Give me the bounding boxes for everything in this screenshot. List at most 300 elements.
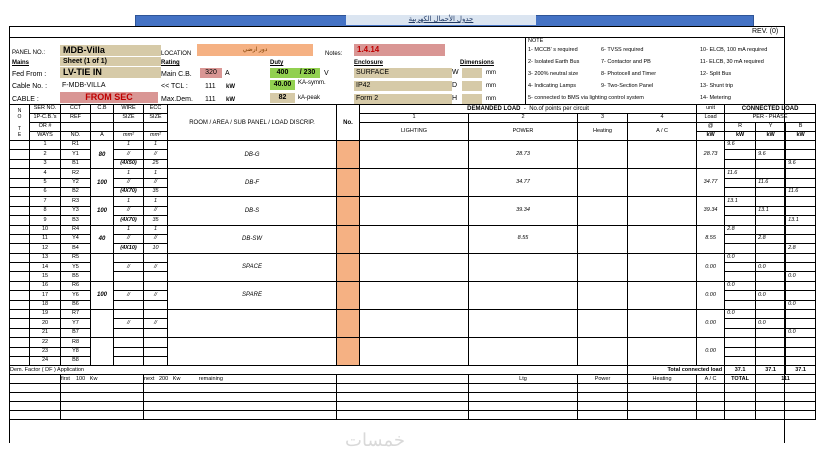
blank-cell <box>337 384 469 393</box>
cable-label: CABLE : <box>12 96 39 103</box>
ser-no-cell: 18 <box>30 300 61 309</box>
blank-cell <box>628 411 697 420</box>
blank-cell <box>337 375 469 384</box>
note-10: 10- ELCB, 100 mA required <box>700 47 768 53</box>
table-row <box>10 197 816 206</box>
voltage-value-2: / 230 <box>295 68 320 78</box>
unit-load-cell: 0.00 <box>697 253 725 281</box>
ref-cell: R3 <box>61 197 91 206</box>
ecc-cell: 35 <box>144 216 168 225</box>
ser-no-cell: 19 <box>30 310 61 319</box>
ser-no-cell: 13 <box>30 253 61 262</box>
phase-y-cell <box>756 216 786 225</box>
notes-value: 1.4.14 <box>354 44 445 56</box>
dim-h-unit: mm <box>486 96 496 102</box>
blank-cell <box>337 411 469 420</box>
blank-cell <box>469 384 578 393</box>
wire-cell: // <box>114 291 144 300</box>
enclosure-1: SURFACE <box>354 68 452 78</box>
heating-cell <box>578 197 628 225</box>
power-cell: 39.34 <box>469 197 578 225</box>
blank-cell <box>91 114 114 123</box>
total-connected-unit: 37.1 <box>725 366 756 375</box>
ref-cell: B5 <box>61 272 91 281</box>
note-cell <box>10 197 30 206</box>
maxdem-value: 111 <box>205 96 216 103</box>
load-description: DB-G <box>168 141 337 169</box>
panel-no-label: PANEL NO.: <box>12 50 46 56</box>
no-col-header: No. <box>337 105 360 141</box>
blank-cell <box>725 411 756 420</box>
phase-b-cell <box>786 178 816 187</box>
ref-header: REF <box>61 114 91 123</box>
lighting-cell <box>360 281 469 309</box>
unit-header: unit <box>697 105 725 114</box>
table-row <box>10 338 816 347</box>
note-cell <box>10 291 30 300</box>
phase-y-cell: 2.8 <box>756 234 786 243</box>
power-cell: 28.73 <box>469 141 578 169</box>
phase-r-cell <box>725 244 756 253</box>
blank-cell <box>10 411 61 420</box>
blank-cell <box>578 402 628 411</box>
next-label: next <box>144 375 155 382</box>
ac-cell <box>628 253 697 281</box>
ecc-cell: 1 <box>144 225 168 234</box>
heating-header: Heating <box>578 123 628 141</box>
ser-no-cell: 16 <box>30 281 61 290</box>
phase-y-cell <box>756 310 786 319</box>
phase-r-cell <box>725 291 756 300</box>
wire-cell <box>114 356 144 365</box>
first-block <box>61 375 144 384</box>
ecc-cell: 10 <box>144 244 168 253</box>
phase-b-cell <box>786 234 816 243</box>
power-cell: 34.77 <box>469 169 578 197</box>
frame-top <box>9 26 785 27</box>
wire-cell <box>114 272 144 281</box>
note-12: 12- Split Bus <box>700 71 732 77</box>
note-cell <box>10 281 30 290</box>
ref-cell: R2 <box>61 169 91 178</box>
blank-cell <box>144 123 168 132</box>
note-cell <box>10 356 30 365</box>
note-cell <box>10 234 30 243</box>
phase-r-cell <box>725 187 756 196</box>
ecc-cell <box>144 300 168 309</box>
ac-cell <box>628 169 697 197</box>
blank-cell <box>144 411 337 420</box>
lighting-cell <box>360 197 469 225</box>
ref-cell: R6 <box>61 281 91 290</box>
wire-cell: (4X50) <box>114 159 144 168</box>
note-cell <box>10 141 30 150</box>
blank-cell <box>697 384 725 393</box>
phase-r-cell: 0.0 <box>725 253 756 262</box>
blank-cell <box>61 402 144 411</box>
lighting-header: LIGHTING <box>360 123 469 141</box>
lighting-cell <box>360 169 469 197</box>
sheet-title: جدول الأحمال الكهربية <box>346 15 536 25</box>
ecc-header: ECC <box>144 105 168 114</box>
phase-b-cell <box>786 141 816 150</box>
ser-no-cell: 10 <box>30 225 61 234</box>
note-cell <box>10 319 30 328</box>
phase-r-cell: 2.8 <box>725 225 756 234</box>
kw-header: kW <box>697 132 725 141</box>
ecc-cell <box>144 338 168 347</box>
ref-cell: B7 <box>61 328 91 337</box>
dim-w-box <box>462 68 482 78</box>
phase-r-cell <box>725 178 756 187</box>
phase-y-cell <box>756 169 786 178</box>
note-cell <box>10 178 30 187</box>
note-cell <box>10 328 30 337</box>
voltage-unit: V <box>324 70 329 77</box>
blank-cell <box>337 393 469 402</box>
ecc-cell <box>144 310 168 319</box>
note-cell <box>10 300 30 309</box>
cb-cell: 100 <box>91 169 114 197</box>
phase-b-cell <box>786 347 816 356</box>
mains-label: Mains <box>12 60 30 66</box>
heating-cell <box>578 281 628 309</box>
ser-no-cell: 5 <box>30 178 61 187</box>
phase-b-cell <box>786 356 816 365</box>
wire-cell <box>114 310 144 319</box>
blank-cell <box>337 402 469 411</box>
ref-cell: Y7 <box>61 319 91 328</box>
wire-cell: 1 <box>114 141 144 150</box>
ecc-cell <box>144 347 168 356</box>
panel-no-value: MDB-Villa <box>60 45 161 56</box>
next-block <box>144 375 337 384</box>
ser-no-cell: 15 <box>30 272 61 281</box>
blank-cell <box>144 393 337 402</box>
kw-y-header: kW <box>756 132 786 141</box>
ref-cell: R4 <box>61 225 91 234</box>
blank-cell <box>756 402 816 411</box>
ecc-cell <box>144 281 168 290</box>
kw-b-header: kW <box>786 132 816 141</box>
ac-header: A / C <box>628 123 697 141</box>
phase-r-cell <box>725 216 756 225</box>
phase-r-cell: 11.6 <box>725 169 756 178</box>
point-4-header: 4 <box>628 114 697 123</box>
phase-b-cell <box>786 310 816 319</box>
unit-load-cell: 0.00 <box>697 338 725 366</box>
lighting-cell <box>360 141 469 169</box>
point-1-header: 1 <box>360 114 469 123</box>
blank-cell <box>756 411 816 420</box>
note-13: 13- Shunt trip <box>700 83 734 89</box>
first-unit: Kw <box>89 375 98 382</box>
total-connected-label: Total connected load <box>628 366 725 375</box>
phase-b-cell <box>786 291 816 300</box>
cable-value: FROM SEC <box>60 92 158 103</box>
cb-cell: 100 <box>91 281 114 309</box>
note-col-header: N O T E <box>10 105 30 141</box>
y-header: Y <box>756 123 786 132</box>
phase-b-cell: 0.0 <box>786 272 816 281</box>
blank-cell <box>578 411 628 420</box>
blank-cell <box>10 402 61 411</box>
wire-header: WIRE <box>114 105 144 114</box>
ways-header: WAYS <box>30 132 61 141</box>
phase-r-cell <box>725 328 756 337</box>
note-14: 14- Metering <box>700 95 731 101</box>
ser-no-cell: 22 <box>30 338 61 347</box>
blank-cell <box>725 402 756 411</box>
power-cell: 8.55 <box>469 225 578 253</box>
phase-b-cell <box>786 206 816 215</box>
blank-row <box>10 411 816 420</box>
phase-b-cell <box>786 197 816 206</box>
note-cell <box>10 253 30 262</box>
blank-cell <box>469 402 578 411</box>
phase-b-cell <box>786 338 816 347</box>
cb-cell <box>91 338 114 366</box>
power-header: POWER <box>469 123 578 141</box>
unit-load-cell: 39.34 <box>697 197 725 225</box>
load-description <box>168 338 337 366</box>
wire-cell: // <box>114 206 144 215</box>
note-cell <box>10 272 30 281</box>
phase-b-cell <box>786 150 816 159</box>
ref-cell: R1 <box>61 141 91 150</box>
main-cb-label: Main C.B. <box>161 71 192 78</box>
ser-no-cell: 2 <box>30 150 61 159</box>
notes-title: NOTE <box>528 38 544 44</box>
ref-cell: B8 <box>61 356 91 365</box>
no-cell <box>337 310 360 338</box>
wire-cell: (4X10) <box>114 244 144 253</box>
load-schedule-table <box>9 104 816 420</box>
wire-cell: (4X70) <box>114 187 144 196</box>
or-header: OR # <box>30 123 61 132</box>
note-11: 11- ELCB, 30 mA required <box>700 59 764 65</box>
phase-r-cell <box>725 234 756 243</box>
ref-cell: B3 <box>61 216 91 225</box>
phase-r-cell <box>725 338 756 347</box>
ref-cell: Y6 <box>61 291 91 300</box>
load-description: SPARE <box>168 281 337 309</box>
ser-no-cell: 20 <box>30 319 61 328</box>
phase-y-cell: 9.6 <box>756 150 786 159</box>
no-cell <box>337 253 360 281</box>
next-unit: Kw <box>172 375 181 382</box>
blank-cell <box>725 384 756 393</box>
power-cell <box>469 338 578 366</box>
note-cell <box>10 310 30 319</box>
wire-cell <box>114 253 144 262</box>
ac-label: A / C <box>697 375 725 384</box>
unit-load-cell: 8.55 <box>697 225 725 253</box>
ser-no-cell: 7 <box>30 197 61 206</box>
total-connected-r: 37.1 <box>756 366 786 375</box>
phase-b-cell <box>786 263 816 272</box>
wire-cell <box>114 347 144 356</box>
load-description: DB-S <box>168 197 337 225</box>
phase-r-cell: 13.1 <box>725 197 756 206</box>
phase-b-cell: 2.8 <box>786 244 816 253</box>
ac-cell <box>628 225 697 253</box>
duty-label: Duty <box>270 60 284 66</box>
phase-b-cell: 13.1 <box>786 216 816 225</box>
ac-cell <box>628 310 697 338</box>
mains-value: Sheet (1 of 1) <box>60 57 161 66</box>
no-cell <box>337 169 360 197</box>
blank-cell <box>10 375 61 384</box>
wire-cell: 1 <box>114 169 144 178</box>
load-header: Load <box>697 114 725 123</box>
ecc-cell: // <box>144 234 168 243</box>
blank-row <box>10 393 816 402</box>
note-cell <box>10 225 30 234</box>
cb-cell: 80 <box>91 141 114 169</box>
note-cell <box>10 347 30 356</box>
ecc-unit-header: mm² <box>144 132 168 141</box>
blank-cell <box>61 123 91 132</box>
location-value: دور ارضي <box>197 44 313 56</box>
note-8: 8- Photocell and Timer <box>601 71 657 77</box>
demanded-title: DEMANDED LOAD <box>467 106 521 112</box>
phase-b-cell <box>786 319 816 328</box>
note-3: 3- 200% neutral size <box>528 71 579 77</box>
phase-r-cell <box>725 263 756 272</box>
cb-ph-header: 1P-C.B.'s <box>30 114 61 123</box>
note-cell <box>10 169 30 178</box>
blank-cell <box>756 384 816 393</box>
blank-cell <box>697 402 725 411</box>
phase-y-cell <box>756 300 786 309</box>
cct-header: CCT <box>61 105 91 114</box>
ka-peak-value: 82 <box>270 93 295 103</box>
phase-y-cell <box>756 187 786 196</box>
phase-r-cell <box>725 272 756 281</box>
table-row <box>10 169 816 178</box>
wire-size-header: SIZE <box>114 114 144 123</box>
note-cell <box>10 338 30 347</box>
main-cb-unit: A <box>225 70 230 77</box>
power-label: Power <box>578 375 628 384</box>
phase-r-cell <box>725 300 756 309</box>
table-row <box>10 310 816 319</box>
notes-divider <box>525 37 526 104</box>
note-cell <box>10 263 30 272</box>
blank-cell <box>578 393 628 402</box>
blank-cell <box>61 384 144 393</box>
note-cell <box>10 216 30 225</box>
table-row <box>10 225 816 234</box>
phase-y-cell <box>756 328 786 337</box>
phase-r-cell <box>725 159 756 168</box>
ecc-cell: // <box>144 319 168 328</box>
ac-cell <box>628 141 697 169</box>
total-value: 111 <box>756 375 816 384</box>
wire-cell: // <box>114 319 144 328</box>
cb-unit-header: A <box>91 132 114 141</box>
ser-no-header: SER NO. <box>30 105 61 114</box>
ref-cell: Y1 <box>61 150 91 159</box>
blank-cell <box>10 393 61 402</box>
cb-cell <box>91 253 114 281</box>
ecc-cell <box>144 328 168 337</box>
heating-cell <box>578 253 628 281</box>
note-4: 4- Indicating Lamps <box>528 83 576 89</box>
ecc-cell: 1 <box>144 141 168 150</box>
watermark: خمسات <box>345 430 406 450</box>
dem-factor-label: Dem. Factor ( DF ) Application <box>10 366 114 375</box>
blank-cell <box>114 123 144 132</box>
ser-no-cell: 11 <box>30 234 61 243</box>
ac-cell <box>628 281 697 309</box>
next-value: 200 <box>159 375 169 382</box>
wire-cell: (4X70) <box>114 216 144 225</box>
ecc-cell <box>144 253 168 262</box>
ser-no-cell: 17 <box>30 291 61 300</box>
ecc-cell: // <box>144 263 168 272</box>
ecc-cell <box>144 272 168 281</box>
unit-load-cell: 28.73 <box>697 141 725 169</box>
ser-no-cell: 3 <box>30 159 61 168</box>
wire-cell <box>114 281 144 290</box>
unit-load-cell: 0.00 <box>697 310 725 338</box>
power-cell <box>469 253 578 281</box>
blank-cell <box>144 402 337 411</box>
heating-cell <box>578 338 628 366</box>
note-9: 9- Two-Section Panel <box>601 83 654 89</box>
ref-cell: B6 <box>61 300 91 309</box>
note-cell <box>10 244 30 253</box>
heating-label: Heating <box>628 375 697 384</box>
phase-y-cell <box>756 356 786 365</box>
ref-cell: Y3 <box>61 206 91 215</box>
first-value: 100 <box>76 375 86 382</box>
phase-y-cell: 13.1 <box>756 206 786 215</box>
enclosure-label: Enclosure <box>354 60 384 66</box>
blank-cell <box>756 393 816 402</box>
power-cell <box>469 310 578 338</box>
rating-label: Rating <box>161 60 180 66</box>
note-1: 1- MCCB' s required <box>528 47 578 53</box>
no-cell <box>337 197 360 225</box>
blank-cell <box>10 384 61 393</box>
load-description <box>168 310 337 338</box>
note-5: 5- connected to BMS via lighting control system <box>528 95 644 101</box>
note-6: 6- TVSS required <box>601 47 644 53</box>
phase-y-cell <box>756 272 786 281</box>
blank-cell <box>628 393 697 402</box>
cable-no-label: Cable No. : <box>12 83 48 90</box>
phase-y-cell <box>756 253 786 262</box>
fed-from-label: Fed From : <box>12 71 47 78</box>
phase-b-cell: 11.6 <box>786 187 816 196</box>
phase-r-cell <box>725 150 756 159</box>
dim-w: W <box>452 69 459 76</box>
r-header: R <box>725 123 756 132</box>
ecc-cell: // <box>144 206 168 215</box>
ser-no-cell: 4 <box>30 169 61 178</box>
phase-r-cell <box>725 319 756 328</box>
phase-r-cell <box>725 347 756 356</box>
table-row <box>10 141 816 150</box>
ref-cell: Y2 <box>61 178 91 187</box>
ser-no-cell: 9 <box>30 216 61 225</box>
frame-line <box>9 37 785 38</box>
ecc-cell: 1 <box>144 197 168 206</box>
phase-b-cell <box>786 281 816 290</box>
